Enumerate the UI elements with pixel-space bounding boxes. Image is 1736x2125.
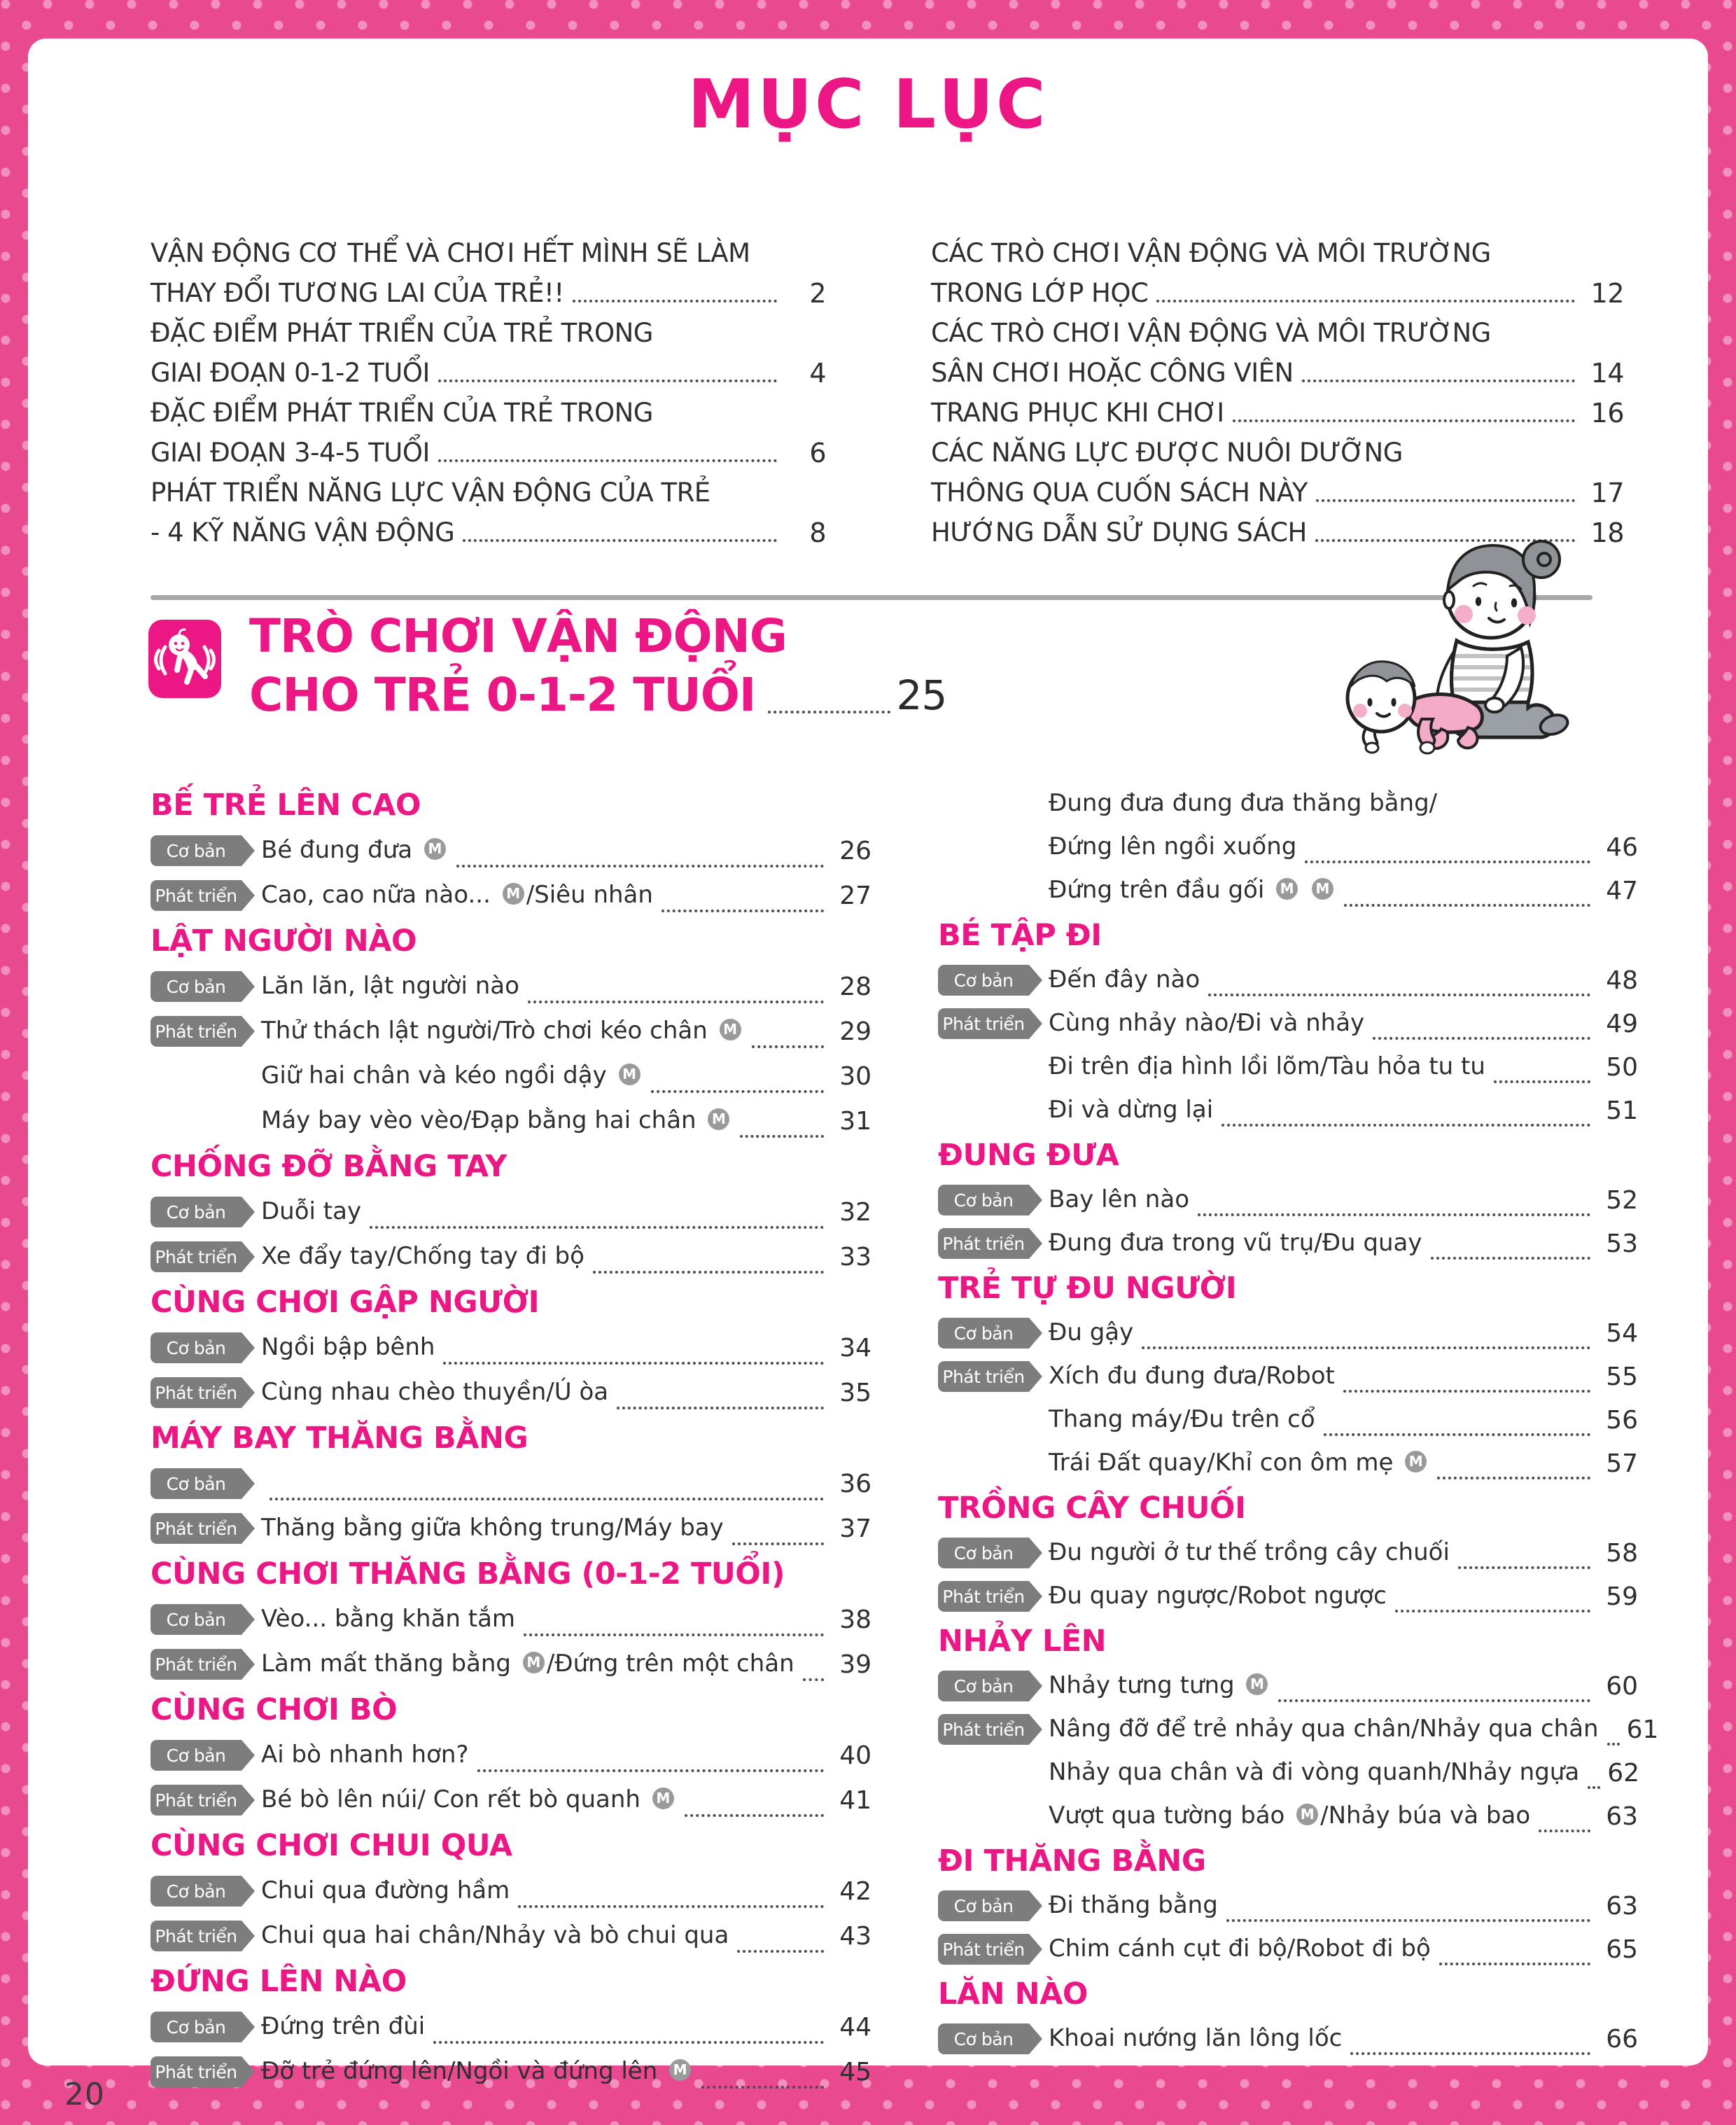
tag-spacer [938,832,1029,863]
toc-entry [938,1089,1638,1132]
tag-spacer [938,1405,1029,1435]
toc-line-text: ĐẶC ĐIỂM PHÁT TRIỂN CỦA TRẺ TRONG [150,398,653,429]
entry-title: Đung đưa trong vũ trụ/Đu quay [1049,1229,1422,1257]
entry-title: Đến đây nào [1049,966,1200,994]
toc-line-text: ĐẶC ĐIỂM PHÁT TRIỂN CỦA TRẺ TRONG [150,318,653,349]
entry-page-number: 50 [1606,1052,1638,1082]
entry-page-number: 55 [1606,1362,1638,1391]
page-title: MỤC LỤC [687,65,1049,144]
entry-title: Đỡ trẻ đứng lên/Ngồi và đứng lên M [261,2058,693,2085]
crawling-baby-glyph [148,620,221,698]
toc-line-text: GIAI ĐOẠN 3-4-5 TUỔI [150,438,430,468]
dotted-leader [1458,1566,1590,1569]
toc-list-right-column [938,782,1659,2061]
dotted-leader [701,2086,824,2089]
level-tag-basic: Cơ bản [938,965,1029,996]
m-icon: M [503,883,524,905]
entry-page-number: 31 [839,1106,872,1136]
dotted-leader [1198,1213,1590,1216]
level-tag-basic: Cơ bản [150,971,241,1002]
toc-entry [938,1311,1638,1355]
dotted-leader [1373,1037,1590,1040]
dotted-leader [573,300,777,302]
entry-page-number: 38 [839,1605,872,1634]
level-tag-basic: Cơ bản [150,1876,241,1907]
toc-entry [150,1054,872,1099]
entry-title: Nhảy tưng tưng M [1049,1673,1270,1699]
entry-title: Bay lên nào [1049,1185,1189,1214]
entry-title: Thử thách lật người/Trò chơi kéo chân M [261,1018,743,1045]
toc-line [931,349,1624,389]
toc-entry [150,1190,872,1234]
top-toc-left-column [150,229,826,548]
toc-entry [150,1733,872,1778]
level-tag-dev: Phát triển [150,1785,241,1816]
toc-line-text: PHÁT TRIỂN NĂNG LỰC VẬN ĐỘNG CỦA TRẺ [150,478,710,508]
category-header: TRẺ TỰ ĐU NGƯỜI [938,1271,1237,1306]
level-tag-dev: Phát triển [938,1714,1029,1745]
entry-page-number: 41 [839,1785,872,1815]
dotted-leader [752,1045,824,1048]
entry-page-number: 60 [1606,1671,1638,1701]
toc-page-number: 2 [809,278,826,309]
dotted-leader [1324,1433,1590,1436]
toc-entry [150,828,872,873]
level-tag-basic: Cơ bản [938,2023,1029,2054]
toc-line-text: VẬN ĐỘNG CƠ THỂ VÀ CHƠI HẾT MÌNH SẼ LÀM [150,238,750,269]
category-header: BẾ TRẺ LÊN CAO [150,788,421,823]
entry-title: Làm mất thăng bằng M /Đứng trên một chân [261,1650,794,1678]
tag-spacer [938,875,1029,906]
category-header: CHỐNG ĐỠ BẰNG TAY [150,1149,507,1184]
m-icon: M [1246,1673,1268,1695]
folio-page-number: 20 [64,2077,105,2112]
category-header: ĐỨNG LÊN NÀO [150,1964,407,1999]
toc-entry [150,1506,872,1551]
toc-line [150,309,826,349]
level-tag-dev: Phát triển [150,1921,241,1951]
dotted-leader [270,1498,824,1500]
dotted-leader [617,1407,824,1409]
entry-title: Bé bò lên núi/ Con rết bò quanh M [261,1787,676,1813]
m-icon: M [1312,878,1334,900]
m-icon: M [523,1652,545,1673]
dotted-leader [438,379,777,382]
entry-page-number: 61 [1626,1715,1659,1744]
m-icon: M [1405,1451,1427,1472]
entry-title: Giữ hai chân và kéo ngồi dậy M [261,1063,643,1089]
dotted-leader [1226,1919,1590,1922]
category-header: ĐUNG ĐƯA [938,1138,1119,1173]
entry-title: Đứng lên ngồi xuống [1049,832,1297,861]
entry-title: Nhảy qua chân và đi vòng quanh/Nhảy ngựa [1049,1758,1580,1787]
entry-title: Xe đẩy tay/Chống tay đi bộ [261,1242,584,1271]
toc-line-text: HƯỚNG DẪN SỬ DỤNG SÁCH [931,517,1307,548]
dotted-leader [732,1542,824,1545]
dotted-leader [1437,1477,1590,1479]
toc-page-number: 18 [1590,517,1624,549]
dotted-leader [524,1633,824,1636]
toc-entry [150,1461,872,1506]
dotted-leader [518,1905,824,1908]
category-header: ĐI THĂNG BẰNG [938,1844,1206,1879]
toc-entry [938,1442,1638,1485]
dotted-leader [1343,1390,1590,1393]
entry-page-number: 51 [1606,1096,1638,1125]
level-tag-basic: Cơ bản [150,1468,241,1499]
entry-title: Chui qua hai chân/Nhảy và bò chui qua [261,1921,729,1950]
toc-line [931,309,1624,349]
toc-line-text: CÁC TRÒ CHƠI VẬN ĐỘNG VÀ MÔI TRƯỜNG [931,318,1491,349]
toc-entry [938,959,1638,1002]
entry-page-number: 66 [1606,2024,1638,2054]
m-icon: M [720,1019,741,1040]
toc-line-text: SÂN CHƠI HOẶC CÔNG VIÊN [931,358,1294,389]
level-tag-basic: Cơ bản [938,1185,1029,1215]
level-tag-dev: Phát triển [150,1513,241,1544]
dotted-leader [433,2041,824,2044]
dotted-leader [1233,419,1575,422]
toc-line [931,389,1624,429]
toc-entry [938,1222,1638,1265]
crawling-baby-icon [148,620,221,698]
entry-page-number: 63 [1606,1802,1638,1831]
toc-entry [938,1002,1638,1045]
toc-entry [938,1664,1638,1708]
entry-page-number: 28 [839,972,872,1001]
entry-page-number: 34 [839,1333,872,1363]
toc-entry [150,873,872,918]
tag-spacer [938,1448,1029,1479]
dotted-leader [1431,1257,1591,1260]
level-tag-basic: Cơ bản [150,835,241,866]
toc-line-text: THAY ĐỔI TƯƠNG LAI CỦA TRẺ!! [150,278,564,309]
entry-title: Ngồi bập bênh [261,1333,435,1362]
toc-line-text: CÁC NĂNG LỰC ĐƯỢC NUÔI DƯỠNG [931,438,1403,468]
toc-entry [150,1009,872,1054]
toc-entry [938,1751,1638,1795]
entry-title: Đu quay ngược/Robot ngược [1049,1582,1387,1610]
toc-entry [150,1234,872,1279]
toc-line-text: THÔNG QUA CUỐN SÁCH NÀY [931,478,1308,508]
entry-title: Thăng bằng giữa không trung/Máy bay [261,1514,724,1542]
toc-entry [938,1795,1638,1838]
entry-page-number: 42 [839,1876,872,1906]
entry-title: Vượt qua tường báo M /Nhảy búa và bao [1049,1802,1531,1830]
entry-page-number: 52 [1606,1185,1638,1215]
toc-line [931,468,1624,508]
dotted-leader [1305,861,1590,863]
entry-page-number: 44 [839,2012,872,2042]
dotted-leader [1344,904,1590,907]
entry-title: Xích đu đung đưa/Robot [1049,1362,1335,1391]
entry-title: Chui qua đường hầm [261,1876,510,1905]
dotted-leader [438,459,777,462]
level-tag-dev: Phát triển [150,880,241,911]
entry-page-number: 29 [839,1017,872,1046]
category-header: BÉ TẬP ĐI [938,918,1102,953]
dotted-leader [593,1271,824,1274]
entry-title: Trái Đất quay/Khỉ con ôm mẹ M [1049,1450,1429,1477]
m-icon: M [669,2059,691,2081]
entry-page-number: 46 [1606,832,1638,862]
toc-entry [150,2005,872,2049]
toc-entry [150,964,872,1009]
level-tag-basic: Cơ bản [938,1538,1029,1568]
entry-title: Nâng đỡ để trẻ nhảy qua chân/Nhảy qua chân [1049,1715,1599,1743]
toc-page-number: 4 [809,358,826,389]
entry-page-number: 48 [1606,966,1638,995]
category-header: CÙNG CHƠI GẬP NGƯỜI [150,1285,540,1320]
entry-title: Lăn lăn, lật người nào [261,972,519,1001]
entry-page-number: 62 [1607,1758,1640,1788]
dotted-leader [528,1001,824,1003]
entry-title: Đung đưa đung đưa thăng bằng/ [1049,789,1438,818]
level-tag-dev: Phát triển [150,2056,241,2087]
entry-title: Đu người ở tư thế trồng cây chuối [1049,1538,1450,1567]
entry-page-number: 35 [839,1378,872,1407]
dotted-leader [463,539,777,542]
dotted-leader [737,1950,824,1953]
toc-line-text: TRANG PHỤC KHI CHƠI [931,398,1224,429]
entry-title: Cùng nhảy nào/Đi và nhảy [1049,1009,1365,1038]
category-header: LĂN NÀO [938,1977,1088,2012]
level-tag-basic: Cơ bản [150,1332,241,1363]
category-header: CÙNG CHƠI THĂNG BẰNG (0-1-2 TUỔI) [150,1556,785,1591]
entry-page-number: 36 [839,1469,872,1498]
level-tag-basic: Cơ bản [938,1318,1029,1349]
dotted-leader [768,711,890,713]
dotted-leader [1156,300,1575,302]
entry-title: Máy bay vèo vèo/Đạp bằng hai chân M [261,1108,732,1134]
entry-title: Đứng trên đầu gối M M [1049,877,1336,904]
m-icon: M [1276,878,1298,900]
toc-entry [150,2049,872,2094]
toc-entry [150,1869,872,1914]
entry-page-number: 33 [839,1242,872,1271]
entry-page-number: 37 [839,1514,872,1543]
dotted-leader [1316,499,1575,502]
level-tag-basic: Cơ bản [938,1671,1029,1701]
level-tag-dev: Phát triển [938,1361,1029,1392]
toc-entry [938,869,1638,912]
dotted-leader [1350,2052,1590,2055]
dotted-leader [370,1226,824,1229]
level-tag-dev: Phát triển [150,1649,241,1680]
toc-entry [150,1914,872,1958]
entry-title: Đi thăng bằng [1049,1891,1218,1920]
entry-page-number: 58 [1606,1538,1638,1568]
dotted-leader [1222,1124,1590,1127]
toc-entry [938,1575,1638,1618]
dotted-leader [477,1769,825,1772]
entry-page-number: 49 [1606,1009,1638,1038]
category-header: NHẢY LÊN [938,1624,1107,1659]
dotted-leader [803,1678,824,1681]
entry-title: Duỗi tay [261,1197,362,1226]
entry-page-number: 43 [839,1921,872,1951]
entry-page-number: 30 [839,1061,872,1091]
entry-title: Cùng nhau chèo thuyền/Ú òa [261,1378,609,1407]
dotted-leader [662,910,824,912]
level-tag-dev: Phát triển [938,1581,1029,1612]
tag-spacer [938,1052,1029,1082]
content-sheet [28,39,1708,2086]
dotted-leader [740,1135,824,1138]
level-tag-dev: Phát triển [150,1241,241,1272]
category-header: LẬT NGƯỜI NÀO [150,924,417,959]
entry-title: Đi và dừng lại [1049,1096,1214,1124]
tag-spacer [150,1061,241,1092]
tag-spacer [938,788,1029,819]
toc-line [931,229,1624,269]
entry-page-number: 27 [839,881,872,910]
dotted-leader [443,1362,824,1365]
dotted-leader [1607,1743,1620,1746]
category-header: CÙNG CHƠI BÒ [150,1692,398,1727]
entry-title: Đứng trên đùi [261,2012,426,2041]
dotted-leader [1278,1699,1590,1702]
toc-line-text: CÁC TRÒ CHƠI VẬN ĐỘNG VÀ MÔI TRƯỜNG [931,238,1491,269]
toc-entry [938,825,1638,869]
dotted-leader [1588,1786,1600,1789]
level-tag-dev: Phát triển [150,1377,241,1408]
toc-entry [150,1325,872,1370]
m-icon: M [619,1064,640,1085]
toc-line-text: TRONG LỚP HỌC [931,278,1149,309]
level-tag-dev: Phát triển [938,1228,1029,1259]
dotted-leader [1395,1610,1590,1612]
toc-page-number: 14 [1590,358,1624,389]
entry-page-number: 45 [839,2057,872,2086]
toc-entry [938,1928,1638,1971]
toc-entry [938,2017,1638,2061]
section-title [249,607,970,725]
toc-page-number: 6 [809,438,826,469]
toc-entry [938,782,1638,825]
tag-spacer [938,1757,1029,1788]
entry-title: Chim cánh cụt đi bộ/Robot đi bộ [1049,1935,1431,1963]
toc-line [150,508,826,548]
toc-entry [938,1355,1638,1398]
tag-spacer [938,1095,1029,1126]
entry-title: Vèo... bằng khăn tắm [261,1605,516,1633]
m-icon: M [1296,1804,1318,1825]
mother-baby-illustration [1340,522,1589,756]
toc-entry [150,1778,872,1823]
dotted-leader [685,1814,824,1817]
level-tag-dev: Phát triển [150,1016,241,1047]
toc-line [150,349,826,389]
level-tag-dev: Phát triển [938,1008,1029,1039]
toc-line-text: GIAI ĐOẠN 0-1-2 TUỔI [150,358,430,389]
entry-page-number: 54 [1606,1318,1638,1348]
toc-entry [938,1708,1659,1751]
dotted-leader [1539,1830,1590,1832]
toc-line [150,429,826,468]
dotted-leader [1494,1080,1590,1083]
level-tag-basic: Cơ bản [938,1890,1029,1921]
entry-title: Cao, cao nữa nào... M /Siêu nhân [261,881,653,909]
level-tag-basic: Cơ bản [150,1197,241,1227]
category-header: TRỒNG CÂY CHUỐI [938,1491,1246,1526]
toc-page-number: 8 [809,517,826,549]
toc-page-number: 12 [1590,278,1624,309]
level-tag-basic: Cơ bản [150,1604,241,1635]
section-page-number: 25 [896,671,947,719]
entry-page-number: 56 [1606,1405,1638,1435]
dotted-leader [1142,1346,1590,1349]
toc-list-left-column [150,782,872,2094]
section-title-line2: CHO TRẺ 0-1-2 TUỔI [249,668,756,722]
dotted-leader [651,1090,824,1093]
dotted-leader [456,865,824,868]
entry-title: Khoai nướng lăn lông lốc [1049,2024,1343,2053]
toc-entry [150,1642,872,1687]
toc-line [931,269,1624,309]
toc-entry [938,1045,1638,1089]
entry-page-number: 39 [839,1650,872,1679]
toc-line [150,269,826,309]
toc-entry [938,1178,1638,1222]
toc-entry [938,1884,1638,1928]
entry-page-number: 63 [1606,1891,1638,1921]
dotted-leader [1208,994,1590,996]
m-icon: M [652,1788,674,1809]
entry-title: Ai bò nhanh hơn? [261,1741,469,1769]
entry-title: Bé đung đưa M [261,837,448,864]
top-toc-right-column [931,229,1624,548]
toc-line-text: - 4 KỸ NĂNG VẬN ĐỘNG [150,517,455,548]
entry-title: Đu gậy [1049,1318,1134,1347]
entry-page-number: 40 [839,1741,872,1770]
toc-entry [150,1099,872,1143]
category-header: MÁY BAY THĂNG BẰNG [150,1421,528,1456]
m-icon: M [708,1108,729,1130]
m-icon: M [424,838,446,860]
entry-title: Đi trên địa hình lồi lõm/Tàu hỏa tu tu [1049,1052,1485,1081]
level-tag-basic: Cơ bản [150,1740,241,1771]
entry-page-number: 32 [839,1197,872,1227]
toc-entry [150,1370,872,1415]
toc-line [150,389,826,429]
dotted-leader [1302,379,1575,382]
toc-line [931,429,1624,468]
toc-entry [938,1531,1638,1575]
toc-line [150,468,826,508]
dotted-leader [1439,1963,1590,1965]
section-title-line1: TRÒ CHƠI VẬN ĐỘNG [249,609,787,663]
toc-line [150,229,826,269]
level-tag-dev: Phát triển [938,1934,1029,1965]
entry-page-number: 47 [1606,876,1638,905]
toc-entry [938,1398,1638,1442]
entry-page-number: 57 [1606,1449,1638,1478]
toc-entry [150,1597,872,1642]
toc-page-number: 16 [1590,398,1624,429]
entry-title: Thang máy/Đu trên cổ [1049,1405,1315,1434]
level-tag-basic: Cơ bản [150,2012,241,2042]
toc-page-number: 17 [1590,478,1624,509]
tag-spacer [150,1106,241,1136]
entry-page-number: 53 [1606,1229,1638,1258]
entry-page-number: 26 [839,836,872,865]
entry-page-number: 65 [1606,1935,1638,1964]
entry-page-number: 59 [1606,1582,1638,1611]
tag-spacer [938,1801,1029,1832]
category-header: CÙNG CHƠI CHUI QUA [150,1828,512,1863]
